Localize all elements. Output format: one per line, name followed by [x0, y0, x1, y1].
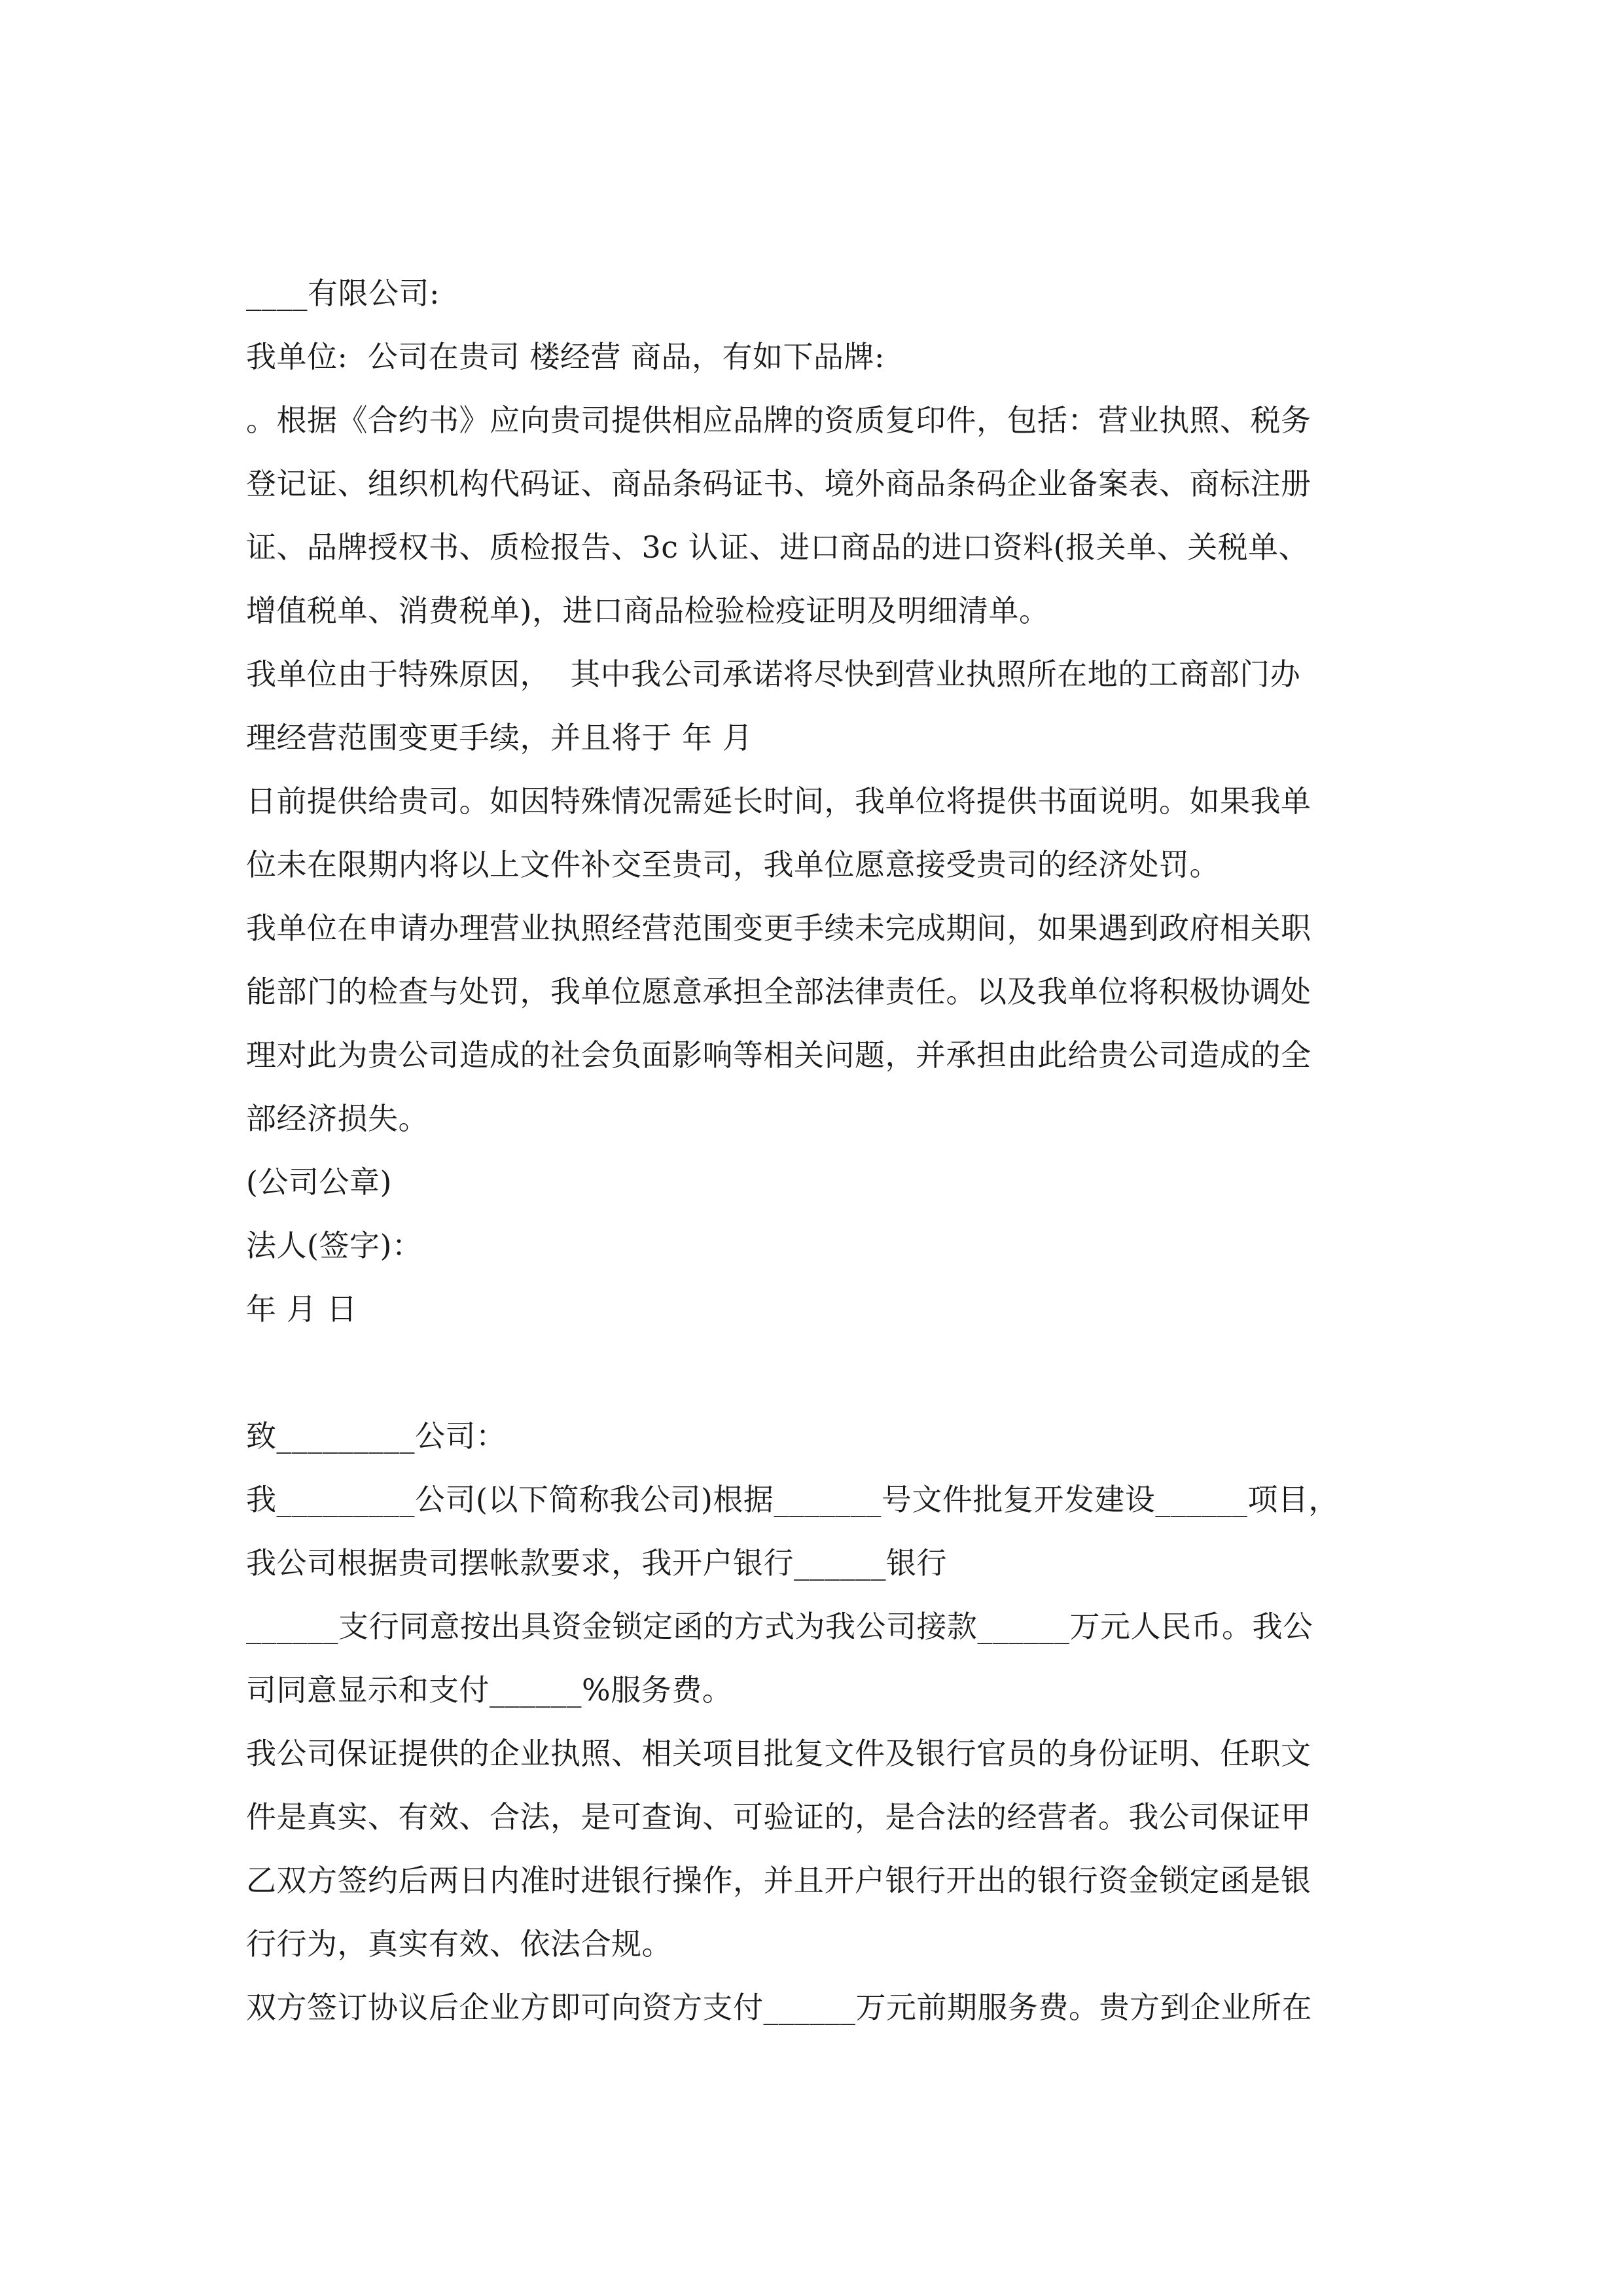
paragraph-line: 我单位由于特殊原因， 其中我公司承诺将尽快到营业执照所在地的工商部门办	[246, 656, 1301, 692]
paragraph-line: 增值税单、消费税单)，进口商品检验检疫证明及明细清单。	[246, 593, 1050, 628]
paragraph-line: 登记证、组织机构代码证、商品条码证书、境外商品条码企业备案表、商标注册	[246, 466, 1311, 501]
letter-1	[246, 262, 1385, 1341]
paragraph-line: 行行为，真实有效、依法合规。	[246, 1926, 672, 1962]
paragraph-line: 我公司根据贵司摆帐款要求，我开户银行______银行	[246, 1545, 947, 1581]
paragraph-line: 理对此为贵公司造成的社会负面影响等相关问题，并承担由此给贵公司造成的全	[246, 1037, 1311, 1073]
section-gap	[246, 1341, 1385, 1405]
legal-rep-signature-line: 法人(签字)：	[246, 1228, 423, 1263]
paragraph-line: ______支行同意按出具资金锁定函的方式为我公司接款______万元人民币。我公	[246, 1609, 1313, 1644]
company-seal-line: (公司公章)	[246, 1164, 392, 1200]
paragraph-line: 双方签订协议后企业方即可向资方支付______万元前期服务费。贵方到企业所在	[246, 1990, 1312, 2025]
paragraph-line: 我单位: 公司在贵司 楼经营 商品，有如下品牌:	[246, 339, 885, 374]
paragraph-line: 日前提供给贵司。如因特殊情况需延长时间，我单位将提供书面说明。如果我单	[246, 783, 1311, 819]
paragraph-line: 。根据《合约书》应向贵司提供相应品牌的资质复印件，包括：营业执照、税务	[246, 403, 1311, 438]
paragraph-line: 理经营范围变更手续，并且将于 年 月	[246, 720, 753, 755]
paragraph-line: 我_________公司(以下简称我公司)根据_______号文件批复开发建设______项目，	[246, 1482, 1339, 1517]
document-body	[246, 262, 1385, 2039]
paragraph-line: 乙双方签约后两日内准时进银行操作，并且开户银行开出的银行资金锁定函是银	[246, 1863, 1311, 1898]
letter-2	[246, 1405, 1385, 2039]
paragraph-line: 证、品牌授权书、质检报告、3c 认证、进口商品的进口资料(报关单、关税单、	[246, 529, 1310, 565]
paragraph-line: 位未在限期内将以上文件补交至贵司，我单位愿意接受贵司的经济处罚。	[246, 847, 1220, 882]
paragraph-line: 司同意显示和支付______%服务费。	[246, 1672, 733, 1708]
date-line: 年 月 日	[246, 1291, 357, 1327]
paragraph-line: 我单位在申请办理营业执照经营范围变更手续未完成期间，如果遇到政府相关职	[246, 910, 1311, 946]
paragraph-line: 部经济损失。	[246, 1101, 429, 1136]
paragraph-line: 能部门的检查与处罚，我单位愿意承担全部法律责任。以及我单位将积极协调处	[246, 974, 1311, 1009]
paragraph-line: 件是真实、有效、合法，是可查询、可验证的，是合法的经营者。我公司保证甲	[246, 1799, 1311, 1835]
paragraph-line: 我公司保证提供的企业执照、相关项目批复文件及银行官员的身份证明、任职文	[246, 1736, 1311, 1771]
addressee-line: ____有限公司:	[246, 276, 440, 311]
addressee-line: 致_________公司：	[246, 1418, 507, 1454]
